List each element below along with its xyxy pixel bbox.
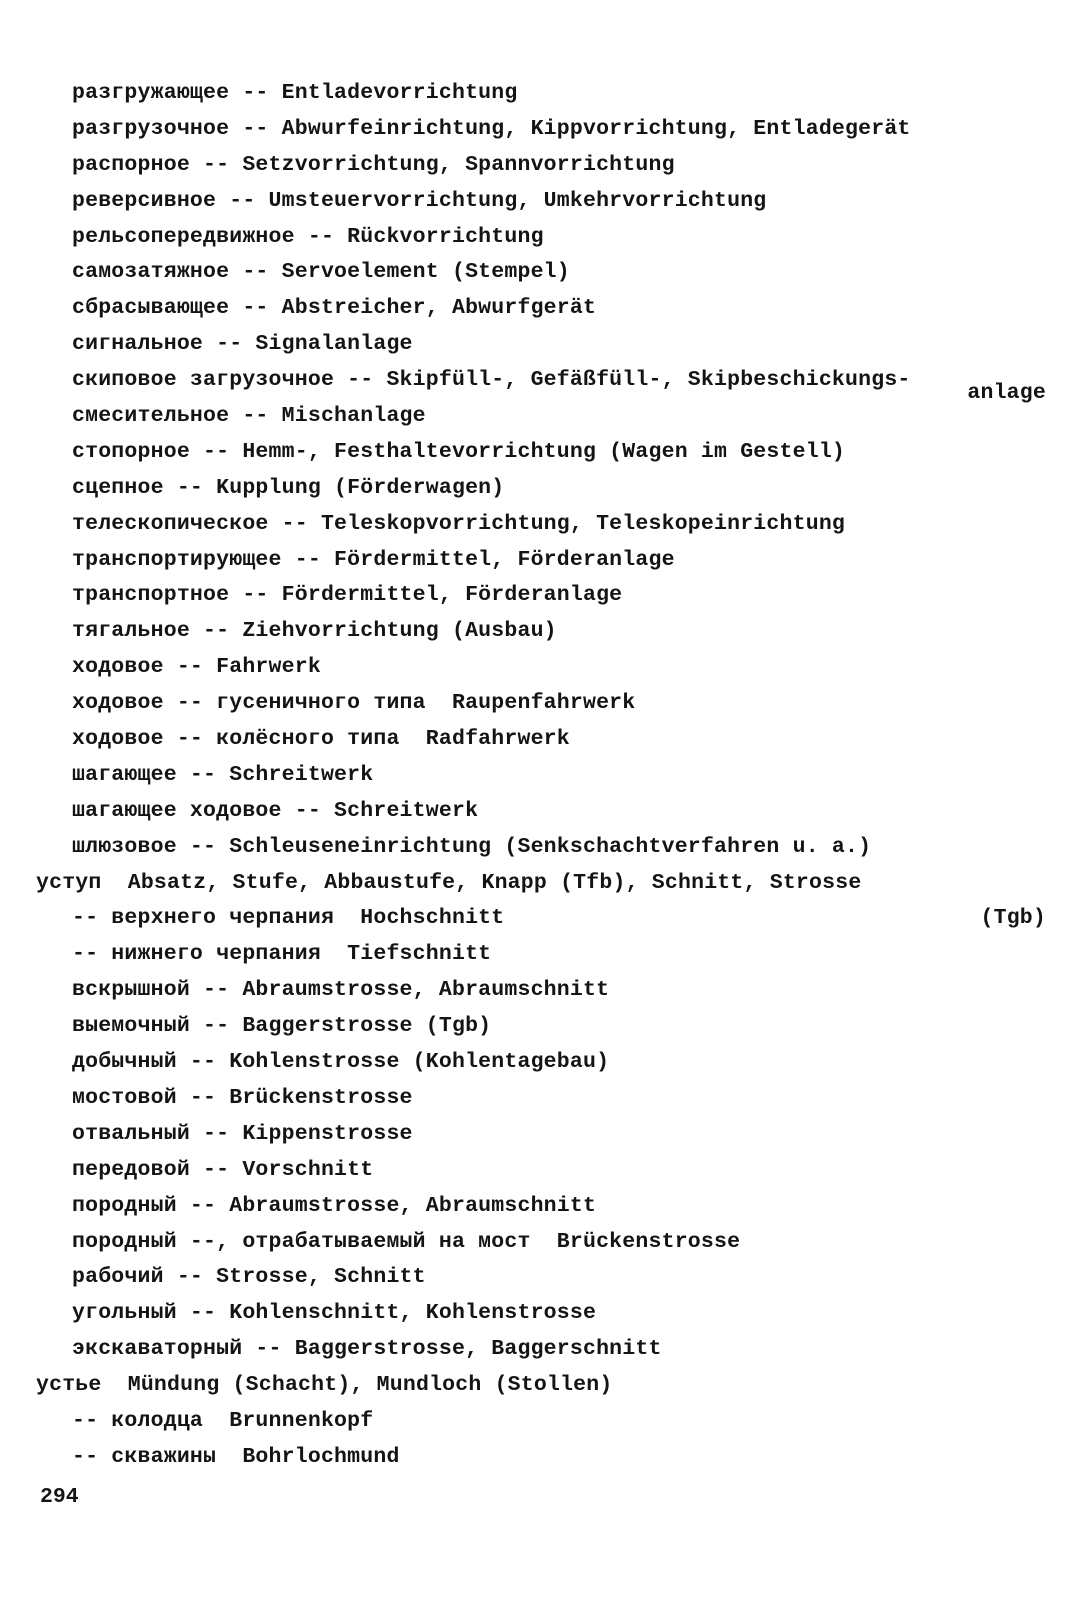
entry-line xyxy=(36,1296,1046,1332)
entry-text: -- скважины Bohrlochmund xyxy=(72,1444,400,1469)
entry-line xyxy=(36,901,1046,937)
entry-text: ходовое -- гусеничного типа Raupenfahrwerk xyxy=(72,691,636,716)
entry-text: рабочий -- Strosse, Schnitt xyxy=(72,1265,426,1290)
entry-line xyxy=(36,1260,1046,1296)
entry-text: распорное -- Setzvorrichtung, Spannvorrichtung xyxy=(72,152,675,177)
entry-text: шлюзовое -- Schleuseneinrichtung (Senkschachtverfahren u. a.) xyxy=(72,834,872,859)
entry-text: стопорное -- Hemm-, Festhaltevorrichtung (Wagen im Gestell) xyxy=(72,439,846,464)
entry-line xyxy=(36,471,1046,507)
entry-line xyxy=(36,1081,1046,1117)
entry-text: передовой -- Vorschnitt xyxy=(72,1157,374,1182)
entry-text: выемочный -- Baggerstrosse (Tgb) xyxy=(72,1014,492,1039)
entry-text: разгрузочное -- Abwurfeinrichtung, Kippvorrichtung, Entladegerät xyxy=(72,116,911,141)
entry-text: породный -- Abraumstrosse, Abraumschnitt xyxy=(72,1193,597,1218)
entry-text: устье Mündung (Schacht), Mundloch (Stollen) xyxy=(36,1373,613,1398)
entry-line xyxy=(36,1332,1046,1368)
entry-line xyxy=(36,184,1046,220)
entry-continuation: anlage xyxy=(967,381,1046,406)
entry-line xyxy=(36,1009,1046,1045)
entry-line xyxy=(36,722,1046,758)
entry-text: -- нижнего черпания Tiefschnitt xyxy=(72,942,492,967)
entry-line xyxy=(36,435,1046,471)
entry-line xyxy=(36,794,1046,830)
entry-line xyxy=(36,381,1046,435)
entry-text: скиповое загрузочное -- Skipfüll-, Gefäßfüll-, Skipbeschickungs- xyxy=(72,368,911,393)
entry-text: угольный -- Kohlenschnitt, Kohlenstrosse xyxy=(72,1301,597,1326)
entry-text: шагающее -- Schreitwerk xyxy=(72,762,374,787)
entry-text: уступ Absatz, Stufe, Abbaustufe, Knapp (Tfb), Schnitt, Strosse xyxy=(36,870,862,895)
entry-line xyxy=(36,1045,1046,1081)
entry-list xyxy=(36,76,1046,1476)
entry-text: самозатяжное -- Servoelement (Stempel) xyxy=(72,260,570,285)
entry-line xyxy=(36,973,1046,1009)
entry-line xyxy=(36,686,1046,722)
entry-line xyxy=(36,758,1046,794)
entry-line xyxy=(36,1225,1046,1261)
entry-text: шагающее ходовое -- Schreitwerk xyxy=(72,798,479,823)
entry-text: транспортное -- Fördermittel, Förderanlage xyxy=(72,583,623,608)
entry-line xyxy=(36,327,1046,363)
entry-line xyxy=(36,148,1046,184)
entry-text: сцепное -- Kupplung (Förderwagen) xyxy=(72,475,505,500)
entry-text: отвальный -- Kippenstrosse xyxy=(72,1121,413,1146)
entry-line xyxy=(36,830,1046,866)
entry-text: мостовой -- Brückenstrosse xyxy=(72,1085,413,1110)
headword-line xyxy=(36,1368,1046,1404)
entry-line xyxy=(36,614,1046,650)
entry-line xyxy=(36,1189,1046,1225)
entry-text: -- колодца Brunnenkopf xyxy=(72,1408,374,1433)
entry-line xyxy=(36,112,1046,148)
entry-line xyxy=(36,507,1046,543)
entry-text: породный --, отрабатываемый на мост Brückenstrosse xyxy=(72,1229,741,1254)
entry-text: рельсопередвижное -- Rückvorrichtung xyxy=(72,224,544,249)
entry-line xyxy=(36,650,1046,686)
entry-text: реверсивное -- Umsteuervorrichtung, Umkehrvorrichtung xyxy=(72,188,767,213)
entry-line xyxy=(36,1153,1046,1189)
entry-line xyxy=(36,543,1046,579)
page-number: 294 xyxy=(40,1485,79,1509)
entry-text: тягальное -- Ziehvorrichtung (Ausbau) xyxy=(72,619,557,644)
entry-line xyxy=(36,220,1046,256)
entry-text: разгружающее -- Entladevorrichtung xyxy=(72,81,518,105)
entry-text: сбрасывающее -- Abstreicher, Abwurfgerät xyxy=(72,296,597,321)
entry-text: телескопическое -- Teleskopvorrichtung, Teleskopeinrichtung xyxy=(72,511,846,536)
entry-line xyxy=(36,291,1046,327)
entry-line xyxy=(36,937,1046,973)
headword-line xyxy=(36,866,1046,902)
entry-text: ходовое -- колёсного типа Radfahrwerk xyxy=(72,727,570,752)
entry-line xyxy=(36,1117,1046,1153)
entry-text: транспортирующее -- Fördermittel, Förderanlage xyxy=(72,547,675,572)
entry-line xyxy=(36,1440,1046,1476)
entry-text: вскрышной -- Abraumstrosse, Abraumschnitt xyxy=(72,978,610,1003)
entry-text: смесительное -- Mischanlage xyxy=(72,404,426,429)
entry-line xyxy=(36,1404,1046,1440)
entry-text: сигнальное -- Signalanlage xyxy=(72,332,413,357)
entry-domain-label: (Tgb) xyxy=(980,906,1046,931)
entry-line xyxy=(36,76,1046,112)
entry-line xyxy=(36,255,1046,291)
entry-text: экскаваторный -- Baggerstrosse, Baggerschnitt xyxy=(72,1337,662,1362)
entry-line xyxy=(36,363,1046,399)
entry-line xyxy=(36,578,1046,614)
entry-text: ходовое -- Fahrwerk xyxy=(72,655,321,680)
entry-text: -- верхнего черпания Hochschnitt xyxy=(72,906,505,931)
entry-text: добычный -- Kohlenstrosse (Kohlentagebau) xyxy=(72,1050,610,1075)
